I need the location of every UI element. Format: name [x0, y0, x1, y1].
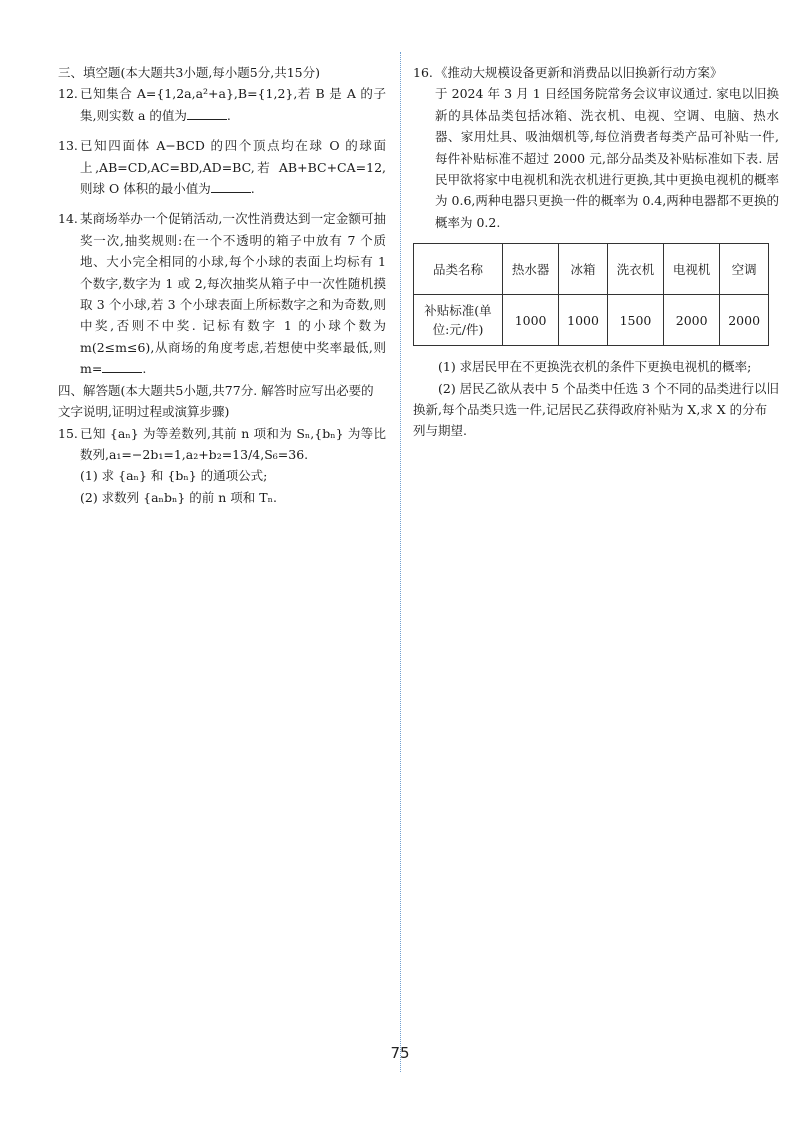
question-text: 已知 {aₙ} 为等差数列,其前 n 项和为 Sₙ,{bₙ} 为等比数列,a₁=−2b₁=1,a₂+b₂=13/4,S₆=36. [80, 425, 386, 462]
table-cell-value: 1000 [559, 295, 608, 346]
question-14: 14. 某商场举办一个促销活动,一次性消费达到一定金额可抽奖一次,抽奖规则:在一个不透明的箱子中放有 7 个质地、大小完全相同的小球,每个小球的表面上均标有 1 个数字,数字为 1 或 2,每次抽奖从箱子中一次性随机摸取 3 个小球,若 3 个小球表面上所标数字之和为奇数,则中奖,否则不中奖. 记标有数字 1 的小球个数为 m(2≤m≤6),从商场的角度考虑,若想使中奖率最低,则 m= . [58, 208, 386, 379]
question-title: 《推动大规模设备更新和消费品以旧换新行动方案》 [435, 65, 723, 80]
question-16 [413, 62, 779, 83]
page-number: 75 [390, 1044, 410, 1062]
question-text: 已知四面体 A−BCD 的四个顶点均在球 O 的球面上,AB=CD,AC=BD,AD=BC,若 AB+BC+CA=12,则球 O 体积的最小值为 [80, 138, 386, 197]
question-number: 15. [58, 425, 78, 441]
table-row-values [414, 295, 769, 346]
answer-blank [211, 178, 251, 193]
table-cell-category: 冰箱 [559, 244, 608, 295]
table-cell-value: 1500 [607, 295, 663, 346]
question-15-part-1: (1) 求 {aₙ} 和 {bₙ} 的通项公式; [80, 468, 268, 484]
table-cell-value: 2000 [664, 295, 720, 346]
table-cell-value: 1000 [503, 295, 559, 346]
column-divider [400, 52, 401, 1072]
table-row-header [414, 244, 769, 295]
question-15-part-2: (2) 求数列 {aₙbₙ} 的前 n 项和 Tₙ. [80, 489, 277, 505]
table-cell-category: 洗衣机 [607, 244, 663, 295]
question-13: 13. 已知四面体 A−BCD 的四个顶点均在球 O 的球面上,AB=CD,AC=BD,AD=BC,若 AB+BC+CA=12,则球 O 体积的最小值为 . [58, 135, 386, 199]
answer-blank [187, 105, 227, 120]
table-cell-category: 电视机 [664, 244, 720, 295]
question-text: 已知集合 A={1,2a,a²+a},B={1,2},若 B 是 A 的子集,则实数 a 的值为 [80, 86, 386, 123]
question-number: 12. [58, 86, 78, 102]
question-15 [58, 423, 386, 466]
question-text: 于 2024 年 3 月 1 日经国务院常务会议审议通过. 家电以旧换新的具体品类包括冰箱、洗衣机、电视、空调、电脑、热水器、家用灶具、吸油烟机等,每位消费者每类产品可补贴一件,每件补贴标准不超过 2000 元,部分品类及补贴标准如下表. 居民甲欲将家中电视机和洗衣机进行更换,其中更换电视机的概率为 0.6,两种电器只更换一件的概率为 0.4,两种电器都不更换的概率为 0.2. [435, 86, 779, 230]
table-header-label: 品类名称 [414, 244, 503, 295]
table-row-label: 补贴标准(单位:元/件) [414, 295, 503, 346]
question-text: 某商场举办一个促销活动,一次性消费达到一定金额可抽奖一次,抽奖规则:在一个不透明的箱子中放有 7 个质地、大小完全相同的小球,每个小球的表面上均标有 1 个数字,数字为 1 或 2,每次抽奖从箱子中一次性随机摸取 3 个小球,若 3 个小球表面上所标数字之和为奇数,则中奖,否则不中奖. 记标有数字 1 的小球个数为 m(2≤m≤6),从商场的角度考虑,若想使中奖率最低,则 m= [80, 211, 386, 377]
subsidy-table [413, 243, 769, 346]
question-number: 16. [413, 65, 433, 80]
question-number: 14. [58, 211, 78, 227]
table-cell-category: 热水器 [503, 244, 559, 295]
question-16-part-2: (2) 居民乙欲从表中 5 个品类中任选 3 个不同的品类进行以旧换新,每个品类只选一件,记居民乙获得政府补贴为 X,求 X 的分布列与期望. [413, 380, 779, 439]
answer-blank [102, 358, 142, 373]
table-cell-category: 空调 [720, 244, 769, 295]
section-3-heading: 三、填空题(本大题共3小题,每小题5分,共15分) [58, 65, 321, 80]
section-4-heading: 四、解答题(本大题共5小题,共77分. 解答时应写出必要的文字说明,证明过程或演算步骤) [58, 382, 374, 420]
right-column [413, 62, 779, 442]
question-12: 12. 已知集合 A={1,2a,a²+a},B={1,2},若 B 是 A 的子集,则实数 a 的值为 . [58, 83, 386, 126]
question-16-part-1: (1) 求居民甲在不更换洗衣机的条件下更换电视机的概率; [438, 359, 752, 375]
left-column [58, 62, 386, 508]
table-cell-value: 2000 [720, 295, 769, 346]
question-number: 13. [58, 138, 78, 154]
